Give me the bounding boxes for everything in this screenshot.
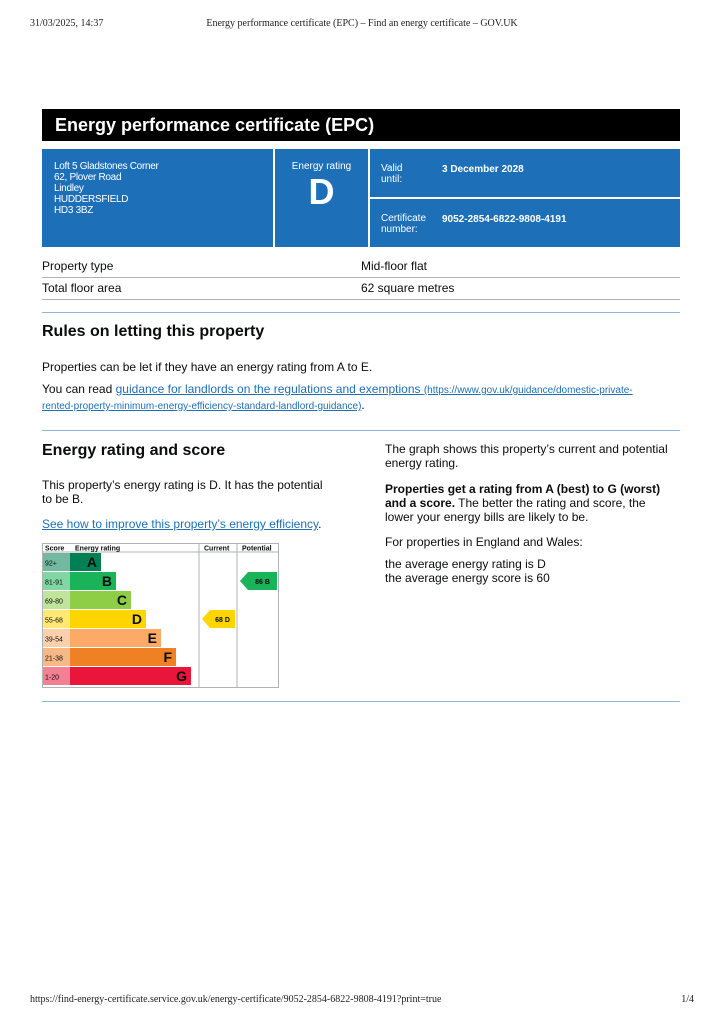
chart-header-label: Current — [204, 545, 230, 553]
energy-rating-label: Energy rating — [291, 161, 352, 172]
chart-score-range: 92+ — [45, 560, 57, 568]
certificate-number-label — [381, 213, 426, 235]
address-line: HD3 3BZ — [54, 205, 94, 216]
chart-band-letter: C — [116, 592, 127, 608]
chart-band-letter: E — [147, 630, 157, 646]
chart-band-letter: A — [86, 554, 97, 570]
chart-band-letter: F — [163, 649, 172, 665]
chart-band-letter: G — [176, 668, 187, 684]
address-line: Loft 5 Gladstones Corner — [54, 161, 159, 172]
guidance-url[interactable]: (https://www.gov.uk/guidance/domestic-private- — [423, 385, 633, 396]
cert-label-line: Certificate — [381, 213, 427, 224]
potential-rating-label: 86 B — [255, 579, 270, 586]
current-rating-label: 68 D — [215, 617, 230, 624]
address-line: 62, Plover Road — [54, 172, 122, 183]
chart-header-label: Potential — [242, 545, 272, 553]
print-page-title: Energy performance certificate (EPC) – Find an energy certificate – GOV.UK — [206, 18, 518, 29]
rules-heading: Rules on letting this property — [42, 323, 265, 340]
print-page-number: 1/4 — [681, 994, 694, 1005]
guidance-link[interactable] — [42, 382, 633, 412]
explainer-line: energy rating. — [385, 456, 459, 470]
score-para-line: This property’s energy rating is D. It has the potential — [42, 478, 323, 492]
guidance-url[interactable]: rented-property-minimum-energy-efficiency-standard-landlord-guidance) — [42, 401, 362, 412]
address-line: Lindley — [54, 183, 84, 194]
property-type-key: Property type — [42, 259, 114, 273]
chart-band-letter: D — [131, 611, 142, 627]
explainer-rest: The better the rating and score, the — [455, 496, 646, 510]
score-para-line: to be B. — [42, 492, 84, 506]
improve-para — [42, 517, 321, 531]
england-wales-para: For properties in England and Wales: — [385, 535, 583, 549]
page-title: Energy performance certificate (EPC) — [42, 109, 680, 141]
valid-until-box — [370, 149, 680, 197]
print-header — [30, 18, 694, 32]
valid-label-line: Valid — [381, 163, 403, 174]
explainer-bold: and a score. — [385, 496, 456, 510]
cert-label-line: number: — [381, 224, 418, 235]
chart-score-range: 55-68 — [45, 617, 63, 625]
section-divider — [42, 312, 680, 313]
average-score-line: the average energy score is 60 — [385, 571, 550, 585]
valid-until-label — [381, 163, 403, 185]
valid-until-value: 3 December 2028 — [442, 164, 524, 175]
guidance-link-text[interactable]: guidance for landlords on the regulations and exemptions — [115, 382, 421, 396]
explainer-line: The graph shows this property’s current and potential — [385, 442, 668, 456]
explainer-bold: Properties get a rating from A (best) to G (worst) — [385, 482, 661, 496]
floor-area-value: 62 square metres — [361, 281, 455, 295]
energy-rating-box — [275, 149, 368, 247]
score-heading: Energy rating and score — [42, 442, 226, 459]
explainer-rest: lower your energy bills are likely to be. — [385, 510, 589, 524]
chart-band-bar — [70, 648, 176, 666]
chart-band-bar — [70, 667, 191, 685]
property-type-row — [42, 255, 680, 278]
chart-score-range: 21-38 — [45, 655, 63, 663]
guidance-suffix: . — [361, 398, 365, 412]
floor-area-key: Total floor area — [42, 281, 122, 295]
property-address — [42, 149, 273, 247]
floor-area-row — [42, 277, 680, 300]
chart-score-range: 1-20 — [45, 674, 60, 682]
print-datetime: 31/03/2025, 14:37 — [30, 18, 104, 29]
graph-explainer — [385, 442, 685, 470]
certificate-number-box — [370, 199, 680, 247]
score-para — [42, 478, 342, 506]
improve-link[interactable]: See how to improve this property’s energy efficiency — [42, 517, 319, 531]
chart-score-range: 81-91 — [45, 579, 63, 587]
print-url: https://find-energy-certificate.service.gov.uk/energy-certificate/9052-2854-6822-9808-4191?print=true — [30, 994, 442, 1005]
certificate-number-value: 9052-2854-6822-9808-4191 — [442, 214, 567, 225]
chart-band-letter: B — [101, 573, 112, 589]
chart-header-label: Energy rating — [75, 545, 121, 553]
guidance-prefix: You can read — [42, 382, 116, 396]
improve-suffix: . — [318, 517, 322, 531]
property-type-value: Mid-floor flat — [361, 259, 428, 273]
section-divider — [42, 430, 680, 431]
valid-label-line: until: — [381, 174, 403, 185]
average-rating-line: the average energy rating is D — [385, 557, 546, 571]
rating-explainer — [385, 482, 685, 524]
chart-score-range: 39-54 — [45, 636, 63, 644]
rules-para: Properties can be let if they have an energy rating from A to E. — [42, 360, 373, 374]
rules-guidance-para — [42, 382, 682, 414]
section-divider — [42, 701, 680, 702]
average-para — [385, 557, 685, 585]
certificate-summary — [42, 149, 680, 247]
chart-header-label: Score — [45, 545, 65, 553]
energy-rating-chart — [42, 543, 279, 688]
address-line: HUDDERSFIELD — [54, 194, 129, 205]
print-footer — [30, 994, 694, 1008]
chart-score-range: 69-80 — [45, 598, 63, 606]
energy-rating-value: D — [308, 171, 335, 212]
